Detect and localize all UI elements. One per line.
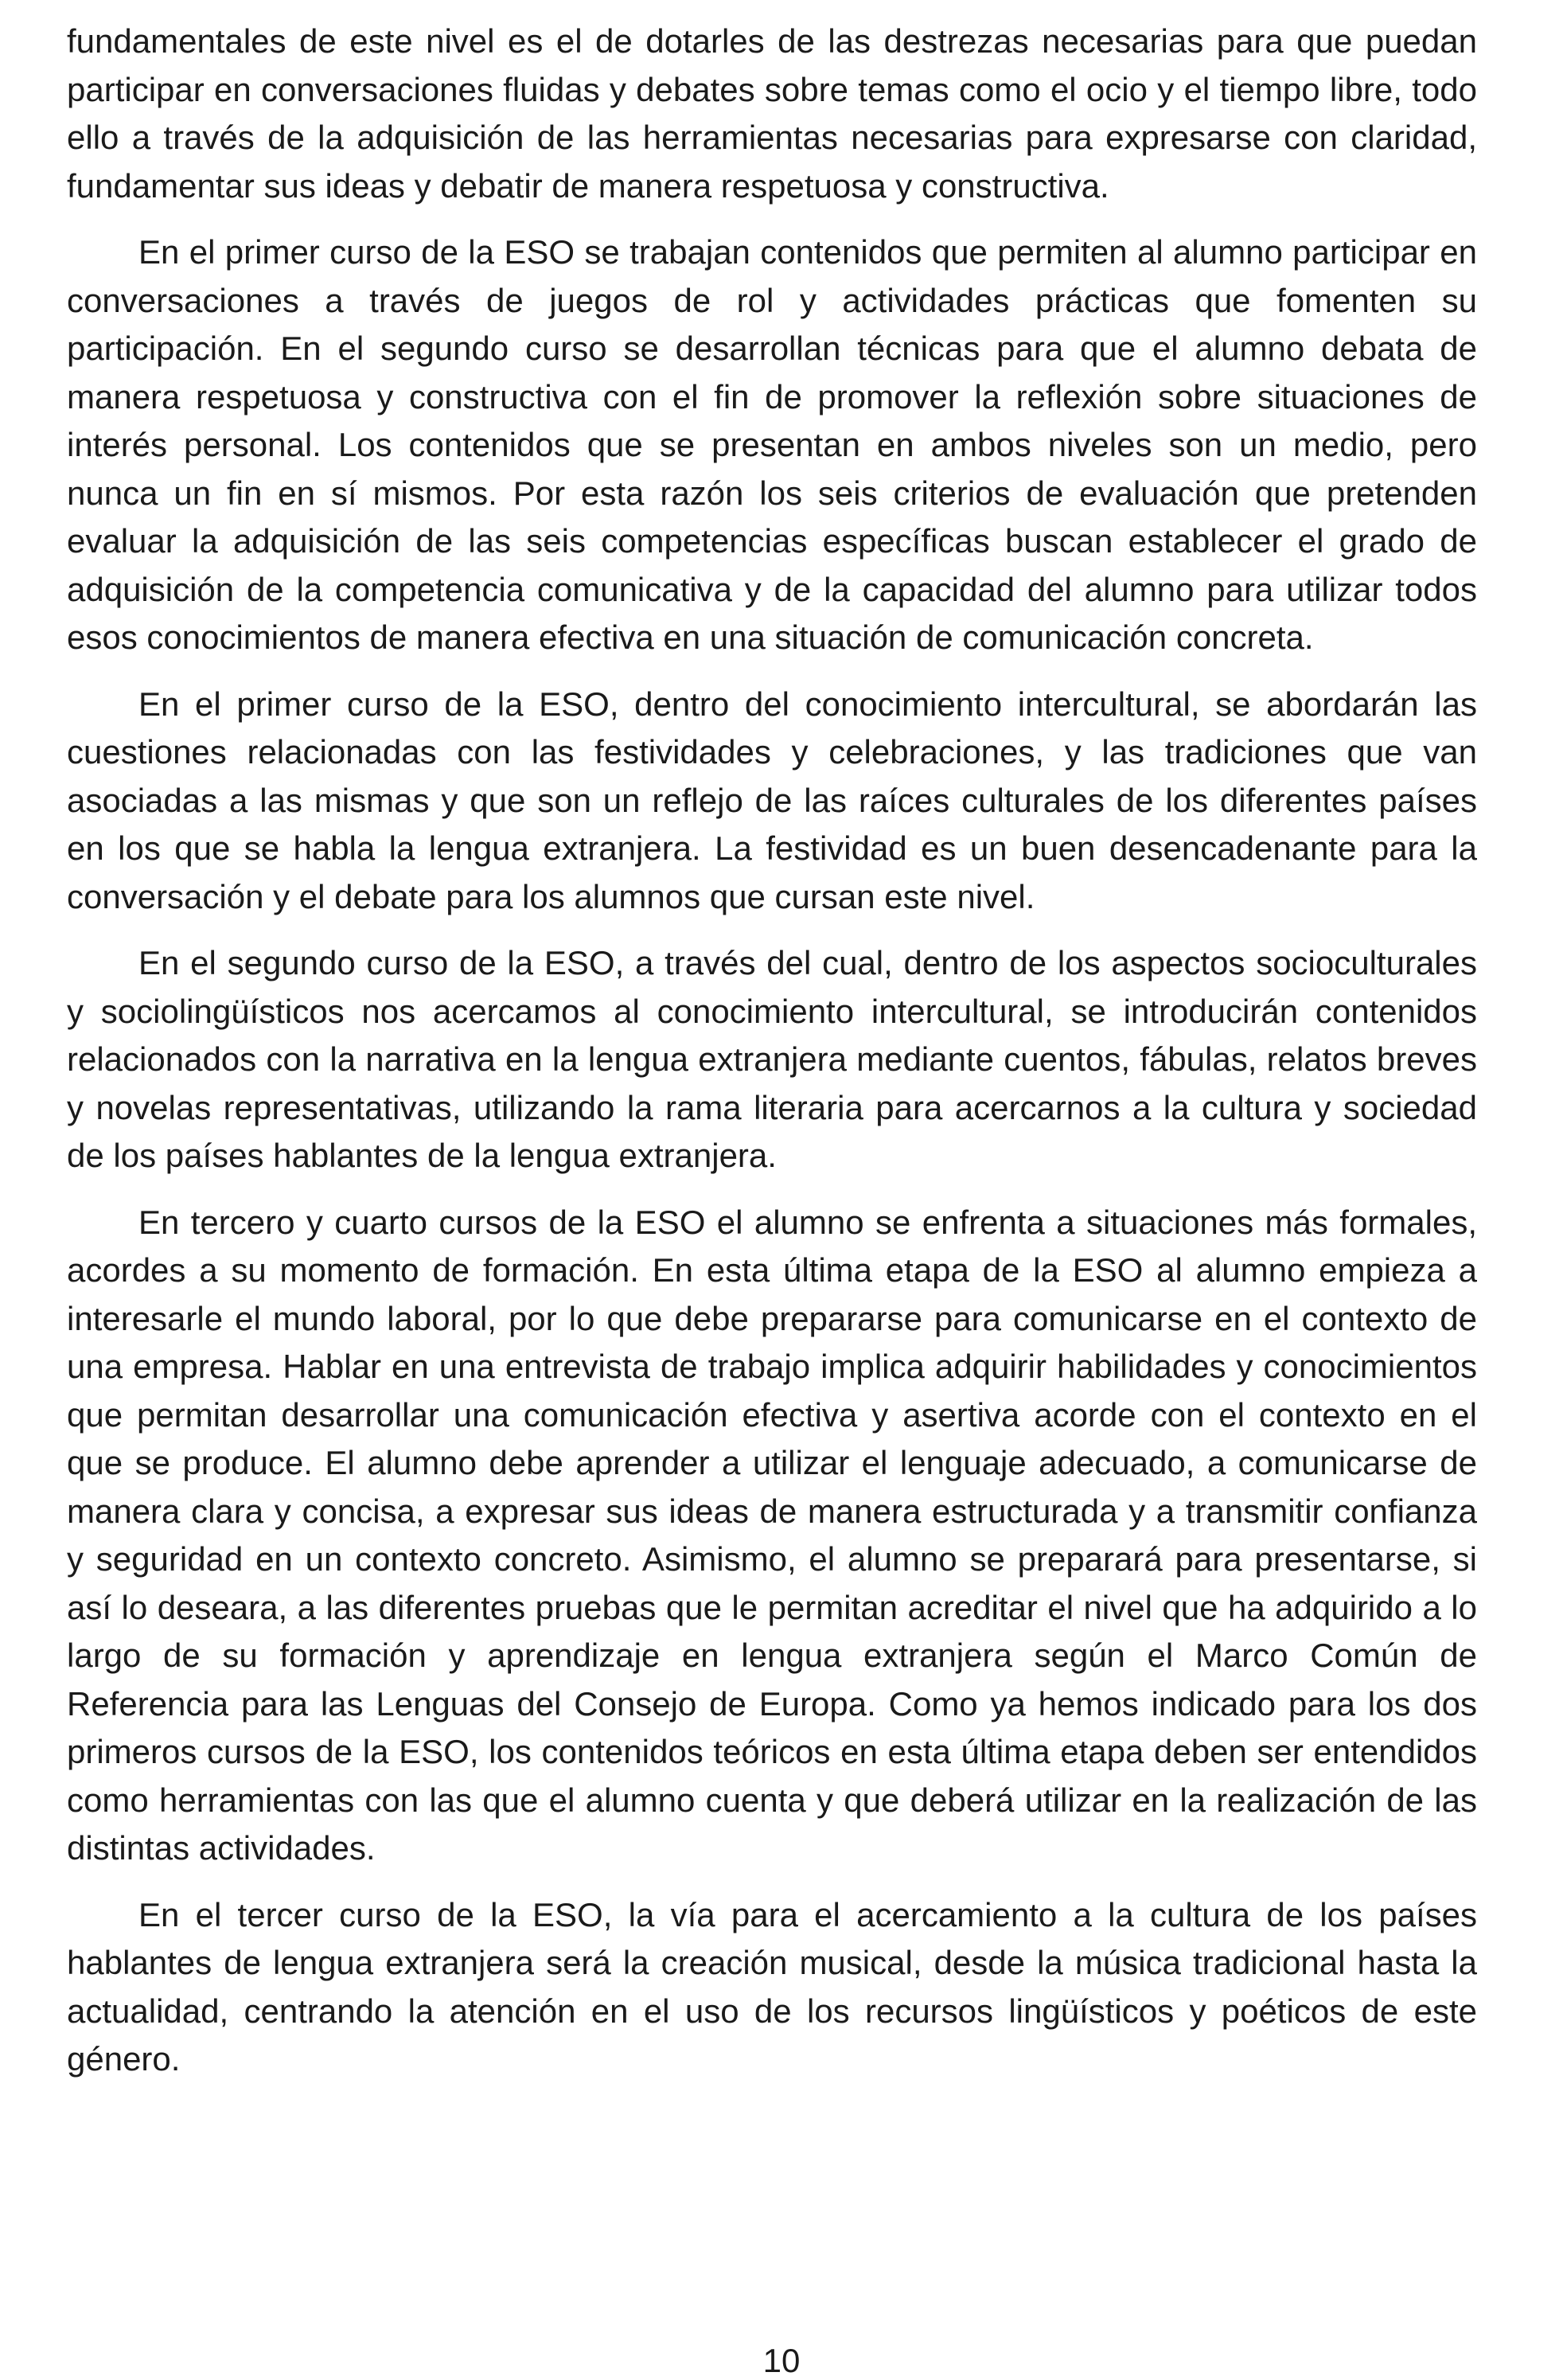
paragraph-continuation: fundamentales de este nivel es el de dotarles de las destrezas necesarias para que puedan participar en conversaciones fluidas y debates sobre temas como el ocio y el tiempo libre, todo ello a través de la adquisición de las herramientas necesarias para expresarse con claridad, fundamentar sus ideas y debatir de manera respetuosa y constructiva. (67, 22, 1477, 205)
paragraph: En tercero y cuarto cursos de la ESO el alumno se enfrenta a situaciones más formales, acordes a su momento de formación. En esta última etapa de la ESO al alumno empieza a interesarle el mundo laboral, por lo que debe prepararse para comunicarse en el contexto de una empresa. Hablar en una entrevista de trabajo implica adquirir habilidades y conocimientos que permitan desarrollar una comunicación efectiva y asertiva acorde con el contexto en el que se produce. El alumno debe aprender a utilizar el lenguaje adecuado, a comunicarse de manera clara y concisa, a expresar sus ideas de manera estructurada y a transmitir confianza y seguridad en un contexto concreto. Asimismo, el alumno se preparará para presentarse, si así lo deseara, a las diferentes pruebas que le permitan acreditar el nivel que ha adquirido a lo largo de su formación y aprendizaje en lengua extranjera según el Marco Común de Referencia para las Lenguas del Consejo de Europa. Como ya hemos indicado para los dos primeros cursos de la ESO, los contenidos teóricos en esta última etapa deben ser entendidos como herramientas con las que el alumno cuenta y que deberá utilizar en la realización de las distintas actividades. (67, 1203, 1477, 1867)
paragraph: En el segundo curso de la ESO, a través del cual, dentro de los aspectos socioculturales y sociolingüísticos nos acercamos al conocimiento intercultural, se introducirán contenidos relacionados con la narrativa en la lengua extranjera mediante cuentos, fábulas, relatos breves y novelas representativas, utilizando la rama literaria para acercarnos a la cultura y sociedad de los países hablantes de la lengua extranjera. (67, 944, 1477, 1174)
paragraph: En el tercer curso de la ESO, la vía para el acercamiento a la cultura de los países hablantes de lengua extranjera será la creación musical, desde la música tradicional hasta la actualidad, centrando la atención en el uso de los recursos lingüísticos y poéticos de este género. (67, 1895, 1477, 2078)
page-number: 10 (762, 2342, 801, 2379)
paragraph: En el primer curso de la ESO, dentro del conocimiento intercultural, se abordarán las cuestiones relacionadas con las festividades y celebraciones, y las tradiciones que van asociadas a las mismas y que son un reflejo de las raíces culturales de los diferentes países en los que se habla la lengua extranjera. La festividad es un buen desencadenante para la conversación y el debate para los alumnos que cursan este nivel. (67, 685, 1477, 915)
paragraph: En el primer curso de la ESO se trabajan contenidos que permiten al alumno participar en conversaciones a través de juegos de rol y actividades prácticas que fomenten su participación. En el segundo curso se desarrollan técnicas para que el alumno debata de manera respetuosa y constructiva con el fin de promover la reflexión sobre situaciones de interés personal. Los contenidos que se presentan en ambos niveles son un medio, pero nunca un fin en sí mismos. Por esta razón los seis criterios de evaluación que pretenden evaluar la adquisición de las seis competencias específicas buscan establecer el grado de adquisición de la competencia comunicativa y de la capacidad del alumno para utilizar todos esos conocimientos de manera efectiva en una situación de comunicación concreta. (67, 233, 1477, 656)
document-body (67, 18, 1477, 2102)
